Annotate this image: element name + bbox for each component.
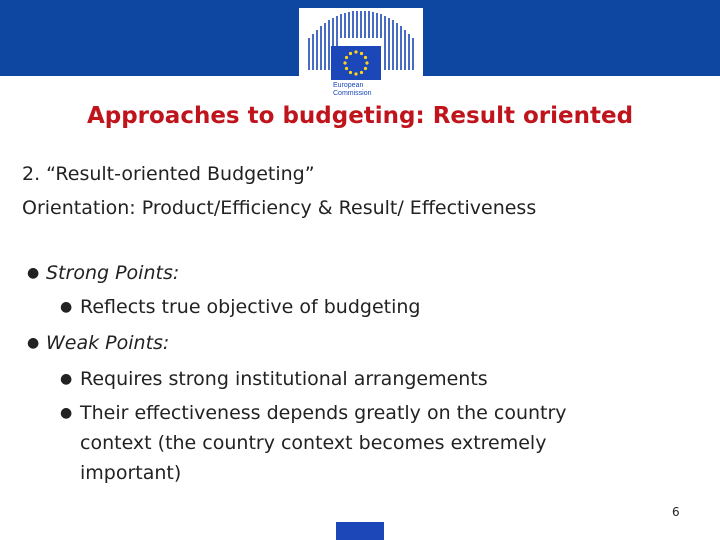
weak-point-subitem	[60, 402, 567, 424]
slide-title: Approaches to budgeting: Result oriented	[86, 103, 634, 129]
bullet-icon: ●	[60, 371, 73, 387]
weak-points-label: Weak Points:	[46, 332, 170, 354]
logo-wordmark	[333, 82, 372, 98]
footer-flag-block	[336, 522, 384, 540]
logo-line-2: Commission	[333, 90, 372, 97]
european-commission-logo	[299, 8, 423, 104]
bullet-icon: ●	[27, 335, 40, 351]
weak-point-text: Requires strong institutional arrangements	[80, 368, 488, 390]
bullet-icon: ●	[60, 405, 73, 421]
weak-point-subitem	[60, 368, 488, 390]
weak-point-continuation: important)	[80, 462, 182, 484]
strong-points-item	[27, 262, 179, 284]
eu-flag-icon	[331, 46, 381, 80]
weak-point-text: Their effectiveness depends greatly on the country	[80, 402, 567, 424]
orientation-line: Orientation: Product/Efficiency & Result/ Effectiveness	[22, 197, 537, 219]
bullet-icon: ●	[60, 299, 73, 315]
strong-point-subitem	[60, 296, 420, 318]
strong-point-text: Reflects true objective of budgeting	[80, 296, 421, 318]
strong-points-label: Strong Points:	[46, 262, 180, 284]
section-heading: 2. “Result-oriented Budgeting”	[22, 163, 315, 185]
weak-points-item	[27, 332, 169, 354]
weak-point-continuation: context (the country context becomes extremely	[80, 432, 547, 454]
logo-line-1: European	[333, 82, 364, 89]
page-number: 6	[672, 505, 680, 519]
bullet-icon: ●	[27, 265, 40, 281]
